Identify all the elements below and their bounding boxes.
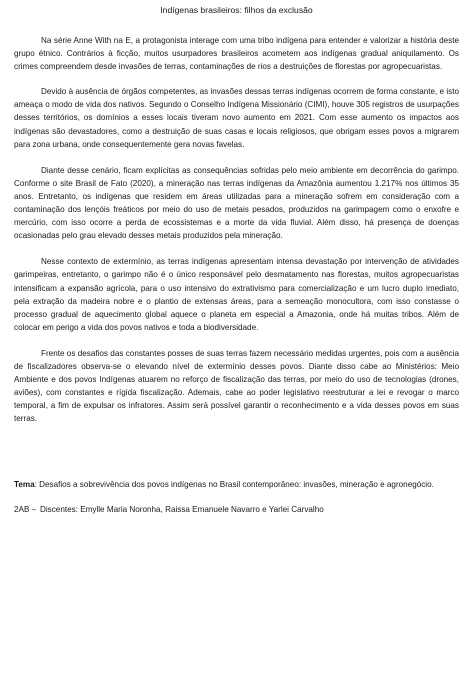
paragraph-3: Diante desse cenário, ficam explícitas as consequências sofridas pelo meio ambiente em decorrência do garimpo. Conforme o site Brasil de Fato (2020), a mineração nas terras indígenas da Amazônia aumentou 1.217% nos últimos 35 anos. Entretanto, os indígenas que residem em áreas utilizadas para a mineração sofrem em consideração com a contaminação dos lençóis freáticos por meio do uso de metais pesados, produzidos na garimpagem como o enxofre e mercúrio, com isso ocorre a perda de ecossistemas e a morte da vida fluvial. Além disso, há presença de doenças ocasionadas pelo grau elevado desses metais produzidos pela mineração. (14, 165, 459, 241)
theme-text: : Desafios a sobrevivência dos povos indígenas no Brasil contemporâneo: invasões, mineração e agronegócio. (34, 480, 434, 490)
paragraph-2: Devido à ausência de órgãos competentes, as invasões dessas terras indígenas ocorrem de forma constante, e isto ameaça o modo de vida dos nativos. Segundo o Conselho Indígena Missionário (CIMI), houve 305 registros de usurpações desses territórios, os domínios a esses locais tiveram novo aumento em 2021. Com esse aumento os impactos aos indígenas são devastadores, como a destruição de suas casas e locais religiosos, que obrigam esses povos a migrarem para zona urbana, onde consequentemente gera novas favelas. (14, 87, 459, 149)
theme-label: Tema (14, 480, 35, 490)
paragraph-5: Frente os desafios das constantes posses de suas terras fazem necessário medidas urgentes, pois com a ausência de fiscalizadores observa-se o elevando nível de extermínio desses povos. Diante disso cabe ao Ministérios: Meio Ambiente e dos povos Indígenas atuarem no reforço de fiscalização das terras, por meio do uso de tecnologias (drones, aviões), com constantes e rígida fiscalização. Ademais, cabe ao poder legislativo reestruturar a lei e revogar o marco temporal, a fim de expulsar os infratores. Assim será possível garantir o reconhecimento e a vida desses povos em suas terras. (14, 348, 459, 424)
document-title: Indígenas brasileiros: filhos da exclusão (160, 5, 313, 15)
class-label: 2AB – (14, 504, 37, 514)
theme-statement (14, 478, 459, 491)
paragraph-1: Na série Anne With na E, a protagonista interage com uma tribo indígena para entender e valorizar a história deste grupo étnico. Contrários à ficção, muitos usurpadores brasileiros acometem aos indígenas gradual aniquilamento. Os crimes compreendem desde invasões de terras, contaminações de rios a destruições de florestas por agropecuaristas. (14, 36, 459, 72)
authors-line (14, 503, 459, 516)
authors-text: Discentes: Emylle Maria Noronha, Raissa Emanuele Navarro e Yarlei Carvalho (40, 504, 324, 514)
paragraph-4: Nesse contexto de extermínio, as terras indígenas apresentam intensa devastação por intervenção de atividades garimpeiras, entretanto, o garimpo não é o único responsável pelo desmatamento nas florestas, muitos agropecuaristas intensificam a expansão agrícola, para o uso intensivo do extrativismo para comercialização e um lucro duplo imediato, pela extração da madeira nobre e o plantio de extensas áreas, para a semeação monocultora, com isso constasse o processo gradual de aquecimento global aquece o planeta em especial a Amazonia, onde há muitas tribos. Além de colocar em perigo a vida dos povos nativos e toda a biodiversidade. (14, 257, 459, 332)
